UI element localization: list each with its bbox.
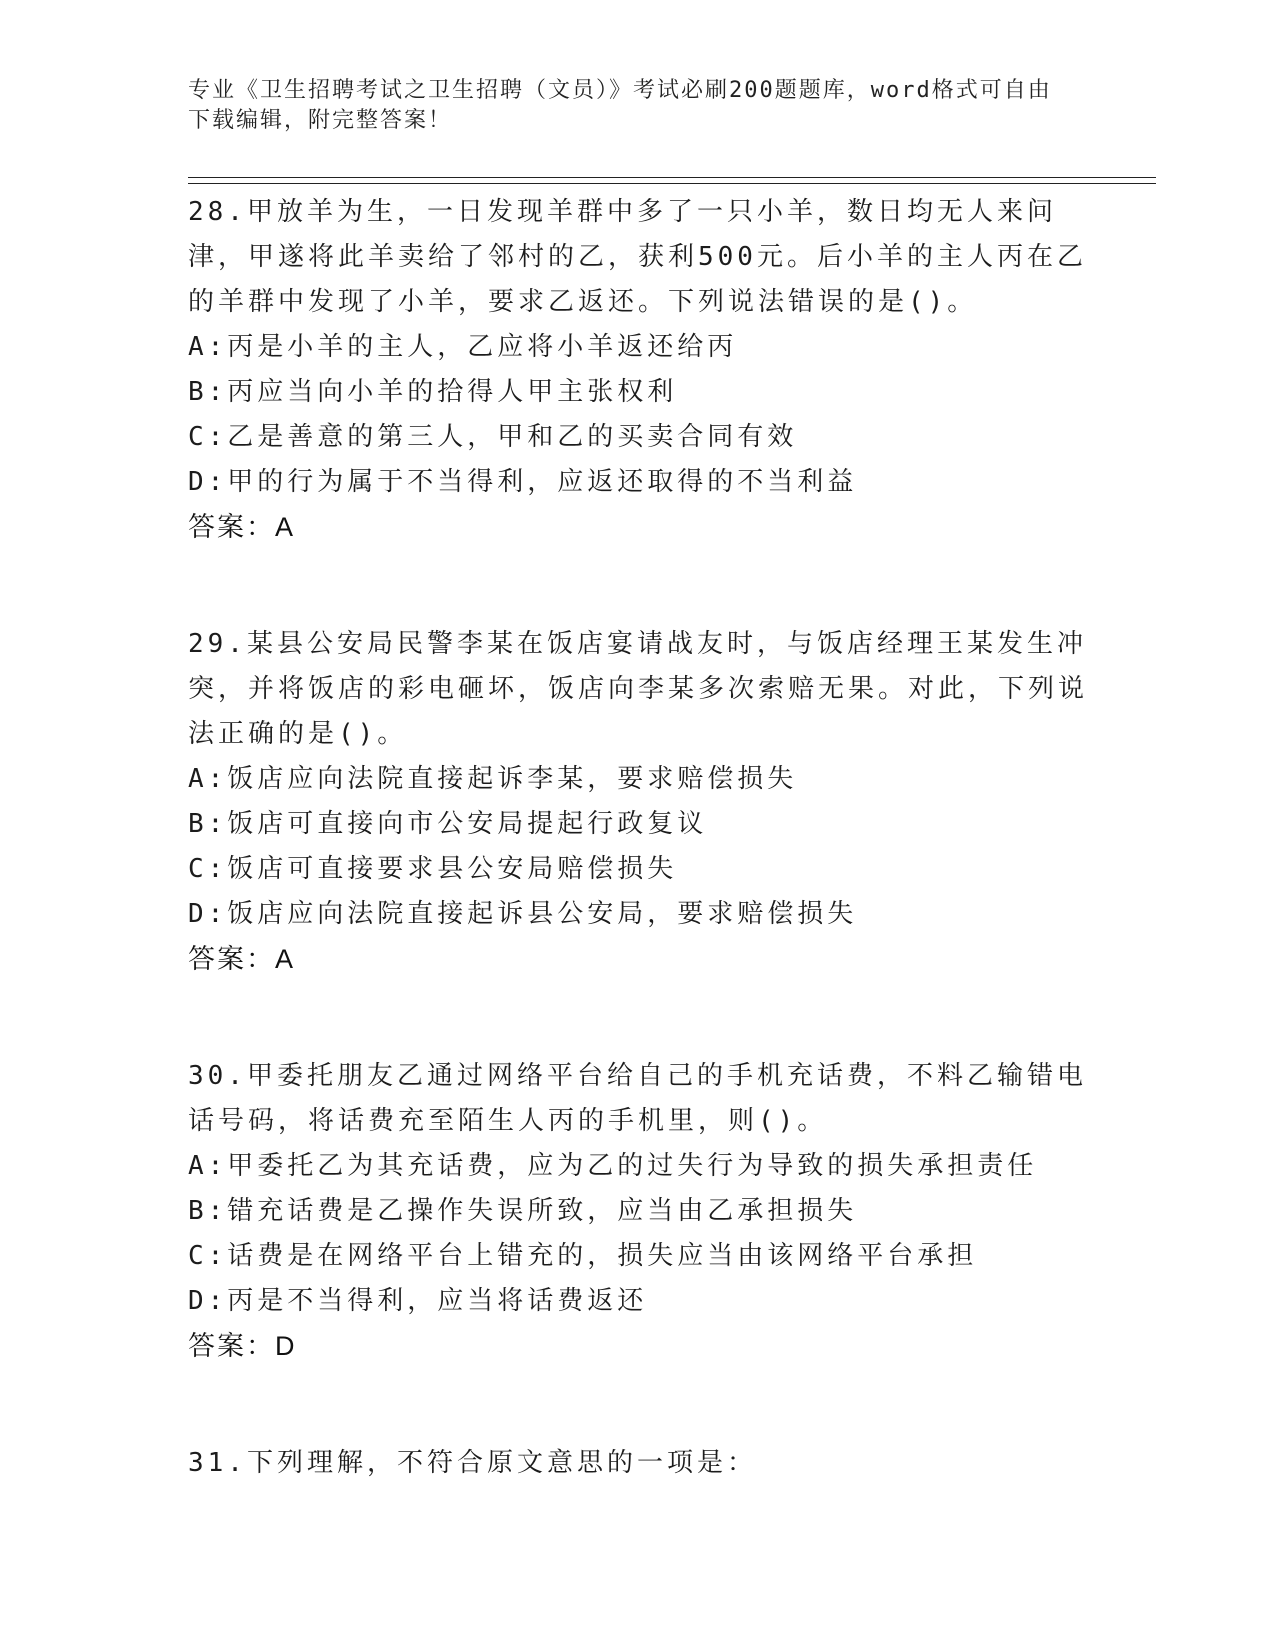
option-c: C:话费是在网络平台上错充的，损失应当由该网络平台承担 (188, 1241, 978, 1271)
answer-line: 答案：A (188, 512, 296, 542)
question-31 (188, 1441, 1088, 1486)
question-29 (188, 622, 1088, 982)
option-d: D:丙是不当得利，应当将话费返还 (188, 1286, 648, 1316)
spacer (188, 982, 1088, 1054)
option-c: C:饭店可直接要求县公安局赔偿损失 (188, 854, 678, 884)
option-a: A:甲委托乙为其充话费，应为乙的过失行为导致的损失承担责任 (188, 1151, 1038, 1181)
option-c: C:乙是善意的第三人，甲和乙的买卖合同有效 (188, 422, 798, 452)
option-b: B:饭店可直接向市公安局提起行政复议 (188, 809, 708, 839)
option-a: A:饭店应向法院直接起诉李某，要求赔偿损失 (188, 764, 798, 794)
option-a: A:丙是小羊的主人，乙应将小羊返还给丙 (188, 332, 738, 362)
answer-line: 答案：A (188, 944, 296, 974)
question-28 (188, 190, 1088, 550)
header-rule-top (188, 177, 1156, 178)
answer-line: 答案：D (188, 1331, 297, 1361)
question-30 (188, 1054, 1088, 1369)
question-list (188, 190, 1088, 1486)
question-stem: 31.下列理解，不符合原文意思的一项是： (188, 1448, 757, 1478)
question-stem: 28.甲放羊为生，一日发现羊群中多了一只小羊，数日均无人来问津，甲遂将此羊卖给了邻村的乙，获利500元。后小羊的主人丙在乙的羊群中发现了小羊，要求乙返还。下列说法错误的是()。 (188, 197, 1087, 317)
question-stem: 30.甲委托朋友乙通过网络平台给自己的手机充话费，不料乙输错电话号码，将话费充至陌生人丙的手机里，则()。 (188, 1061, 1087, 1136)
spacer (188, 550, 1088, 622)
option-b: B:丙应当向小羊的拾得人甲主张权利 (188, 377, 678, 407)
spacer (188, 1369, 1088, 1441)
header-rule-bottom (188, 183, 1156, 184)
document-header: 专业《卫生招聘考试之卫生招聘（文员）》考试必刷200题题库，word格式可自由下载编辑，附完整答案！ (188, 78, 1052, 133)
option-b: B:错充话费是乙操作失误所致，应当由乙承担损失 (188, 1196, 858, 1226)
option-d: D:饭店应向法院直接起诉县公安局，要求赔偿损失 (188, 899, 858, 929)
option-d: D:甲的行为属于不当得利，应返还取得的不当利益 (188, 467, 858, 497)
question-stem: 29.某县公安局民警李某在饭店宴请战友时，与饭店经理王某发生冲突，并将饭店的彩电砸坏，饭店向李某多次索赔无果。对此，下列说法正确的是()。 (188, 629, 1089, 749)
